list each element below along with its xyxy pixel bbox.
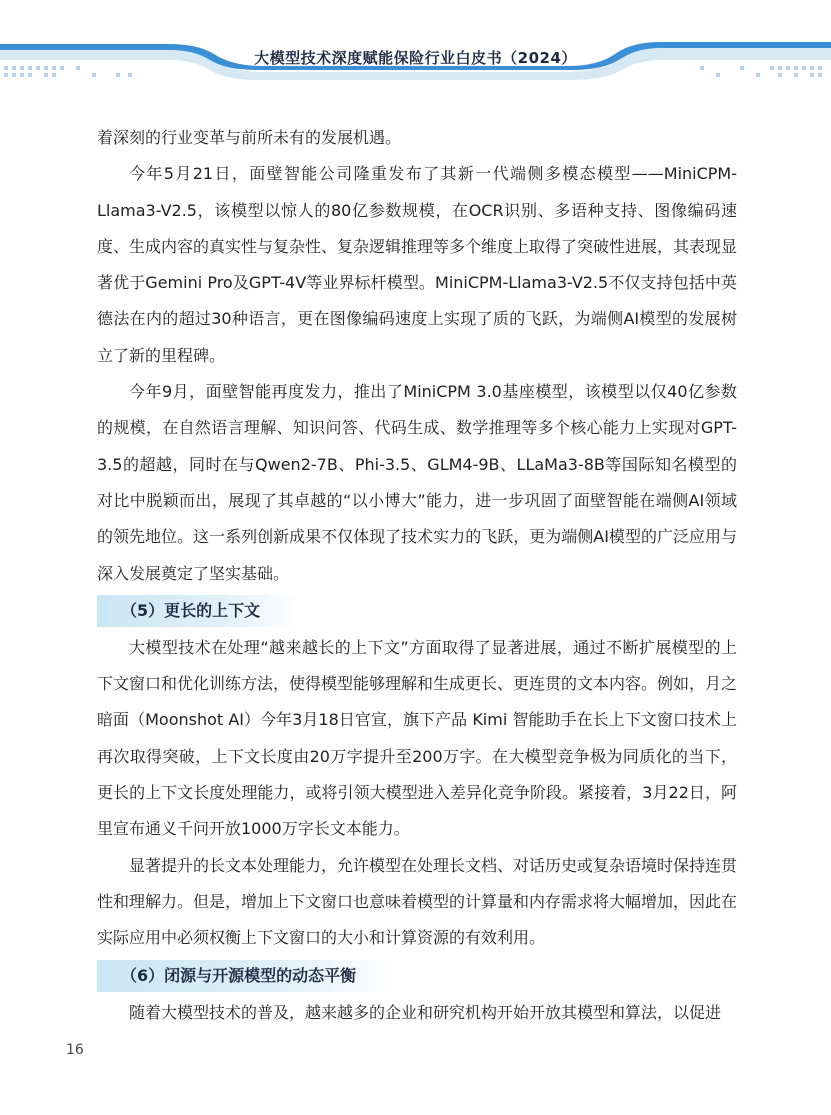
section-heading: （6）闭源与开源模型的动态平衡	[97, 960, 396, 992]
body-paragraph: 今年9月，面壁智能再度发力，推出了MiniCPM 3.0基座模型，该模型以仅40亿参数的规模，在自然语言理解、知识问答、代码生成、数学推理等多个核心能力上实现对GPT-3.5的超越，同时在与Qwen2-7B、Phi-3.5、GLM4-9B、LLaMa3-8B等国际知名模型的对比中脱颖而出，展现了其卓越的“以小博大”能力，进一步巩固了面壁智能在端侧AI领域的领先地位。这一系列创新成果不仅体现了技术实力的飞跃，更为端侧AI模型的广泛应用与深入发展奠定了坚实基础。	[97, 382, 737, 583]
page-body	[97, 120, 737, 1031]
header-wave-decoration	[0, 0, 831, 85]
header-title: 大模型技术深度赋能保险行业白皮书（2024）	[254, 49, 577, 67]
section-heading: （5）更长的上下文	[97, 595, 300, 627]
body-paragraph: 今年5月21日，面壁智能公司隆重发布了其新一代端侧多模态模型——MiniCPM-Llama3-V2.5，该模型以惊人的80亿参数规模，在OCR识别、多语种支持、图像编码速度、生成内容的真实性与复杂性、复杂逻辑推理等多个维度上取得了突破性进展，其表现显著优于Gemini Pro及GPT-4V等业界标杆模型。MiniCPM-Llama3-V2.5不仅支持包括中英德法在内的超过30种语言，更在图像编码速度上实现了质的飞跃，为端侧AI模型的发展树立了新的里程碑。	[97, 164, 738, 365]
body-paragraph: 大模型技术在处理“越来越长的上下文”方面取得了显著进展，通过不断扩展模型的上下文窗口和优化训练方法，使得模型能够理解和生成更长、更连贯的文本内容。例如，月之暗面（Moonshot AI）今年3月18日官宣，旗下产品 Kimi 智能助手在长上下文窗口技术上再次取得突破，上下文长度由20万字提升至200万字。在大模型竞争极为同质化的当下，更长的上下文长度处理能力，或将引领大模型进入差异化竞争阶段。紧接着，3月22日，阿里宣布通义千问开放1000万字长文本能力。	[97, 637, 738, 839]
body-paragraph: 随着大模型技术的普及，越来越多的企业和研究机构开始开放其模型和算法，以促进	[129, 1002, 722, 1022]
page-header	[0, 0, 831, 85]
body-paragraph: 着深刻的行业变革与前所未有的发展机遇。	[97, 128, 402, 147]
page-number: 16	[66, 1042, 84, 1058]
body-paragraph: 显著提升的长文本处理能力，允许模型在处理长文档、对话历史或复杂语境时保持连贯性和理解力。但是，增加上下文窗口也意味着模型的计算量和内存需求将大幅增加，因此在实际应用中必须权衡上下文窗口的大小和计算资源的有效利用。	[97, 855, 738, 948]
